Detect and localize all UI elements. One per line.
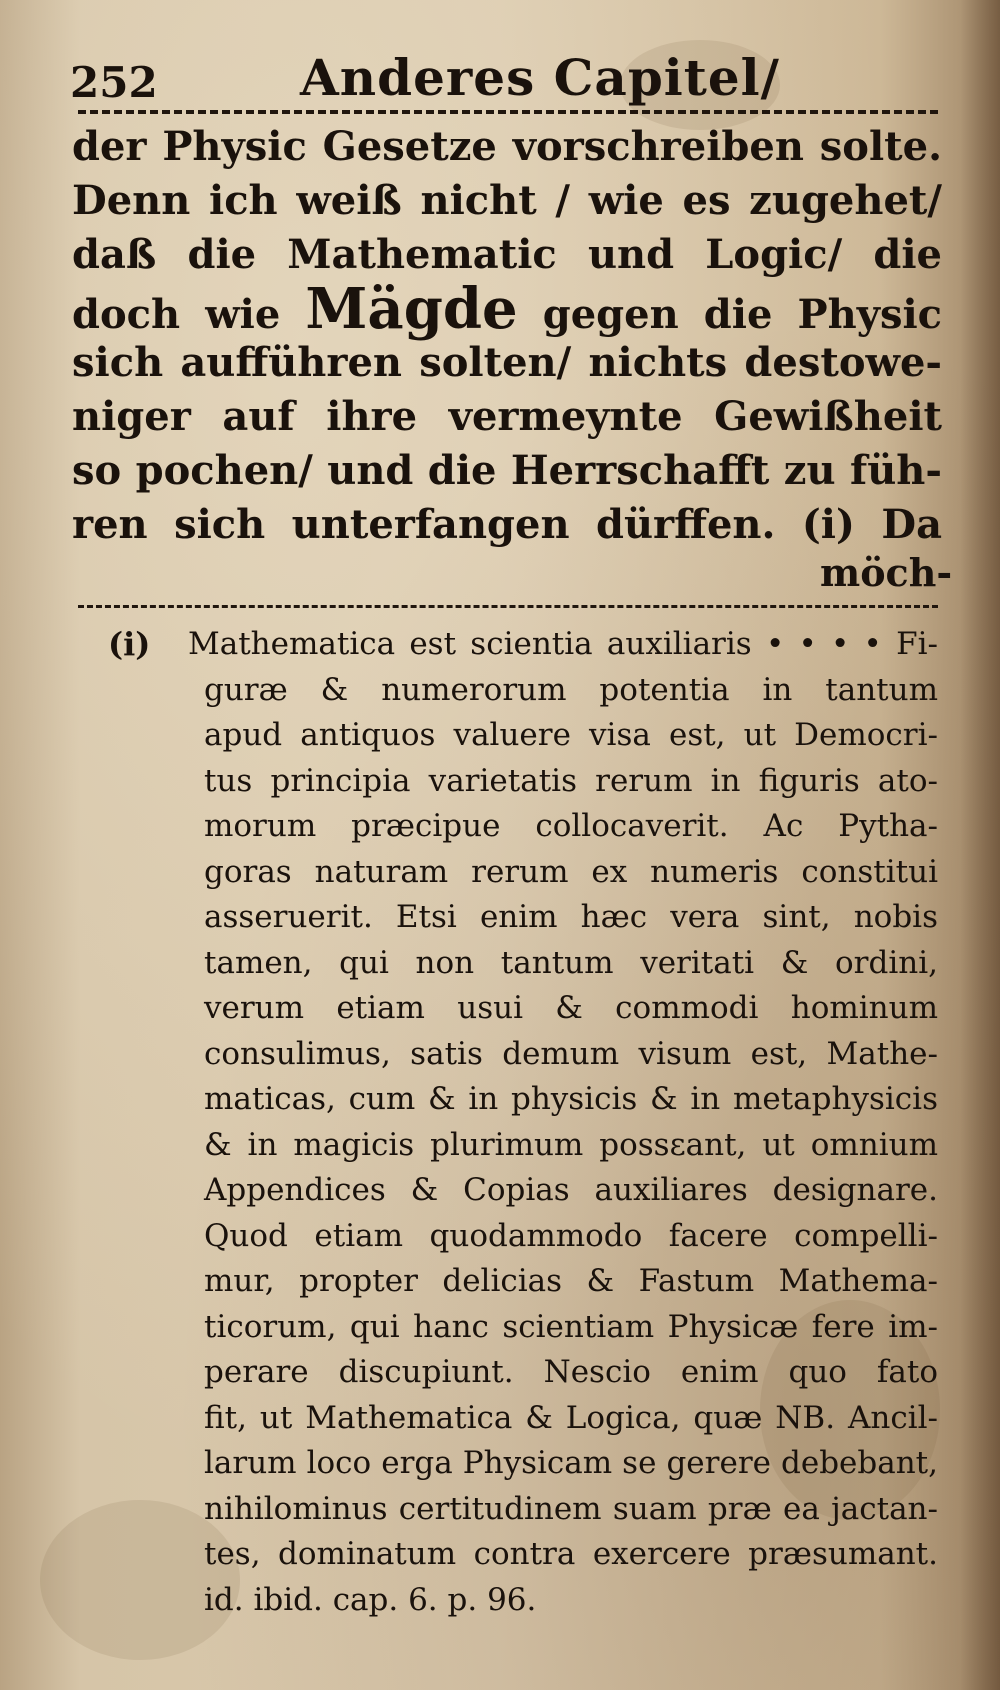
footnote-line: morum præcipue collocaverit. Ac Pytha- [204,808,938,844]
main-text-fragment: gegen die Physic [517,291,943,338]
footnote-block [108,622,938,1623]
page-edge-shadow [960,0,1000,1690]
main-text-fragment: doch wie [72,291,306,338]
footnote-line: Quod etiam quodammodo facere compelli- [204,1217,938,1254]
main-text-line: sich aufführen solten/ nichts destowe- [72,339,942,386]
footnote-line: verum etiam usui & commodi hominum [204,990,938,1026]
footnote-line: asseruerit. Etsi enim hæc vera sint, nobis [204,899,938,935]
main-text-line: ren sich unterfangen dürffen. (i) Da [72,501,942,548]
page-header [70,48,940,108]
footnote-line: & in magicis plurimum possεant, ut omnium [204,1126,938,1163]
footnote-marker: (i) [108,625,151,663]
main-text-block [72,120,942,552]
footnote-line: consulimus, satis demum visum est, Mathe- [204,1035,938,1072]
footnote-line: Mathematica est scientia auxiliaris • • • • Fi- [188,626,938,662]
footnote-line: tus principia varietatis rerum in figuris ato- [204,762,938,799]
main-text-line: Denn ich weiß nicht / wie es zugehet/ [72,177,942,224]
footnote-line: tamen, qui non tantum veritati & ordini, [204,944,938,981]
footnote-rule [78,605,938,608]
footnote-line: perare discupiunt. Nescio enim quo fato [204,1354,938,1390]
footnote-line: maticas, cum & in physicis & in metaphysicis [204,1081,938,1117]
large-word: Mägde [305,276,518,342]
footnote-line: goras naturam rerum ex numeris constitui [204,853,938,890]
main-text-line-with-large-word [72,276,943,342]
footnote-line: mur, propter delicias & Fastum Mathema- [204,1263,938,1299]
footnote-line: fit, ut Mathematica & Logica, quæ NB. Ancil- [204,1399,938,1436]
catchword: möch- [820,550,953,595]
footnote-line: larum loco erga Physicam se gerere debebant, [204,1445,938,1481]
footnote-citation: id. ibid. cap. 6. p. 96. [204,1581,537,1618]
main-text-line: so pochen/ und die Herrschafft zu füh- [72,447,942,494]
main-text-line: niger auf ihre vermeynte Gewißheit [72,393,942,440]
running-head: Anderes Capitel/ [300,48,780,107]
footnote-line: nihilominus certitudinem suam præ ea jactan- [204,1490,938,1527]
header-rule [78,110,938,114]
main-text-line: der Physic Gesetze vorschreiben solte. [72,123,942,170]
footnote-line: ticorum, qui hanc scientiam Physicæ fere im- [204,1308,938,1345]
footnote-line: tes, dominatum contra exercere præsumant. [204,1536,938,1572]
page-number: 252 [70,58,158,107]
footnote-line: guræ & numerorum potentia in tantum [204,671,938,708]
footnote-line: apud antiquos valuere visa est, ut Democri- [204,717,938,753]
footnote-line: Appendices & Copias auxiliares designare. [204,1172,938,1208]
main-text-line: daß die Mathematic und Logic/ die [72,231,942,278]
